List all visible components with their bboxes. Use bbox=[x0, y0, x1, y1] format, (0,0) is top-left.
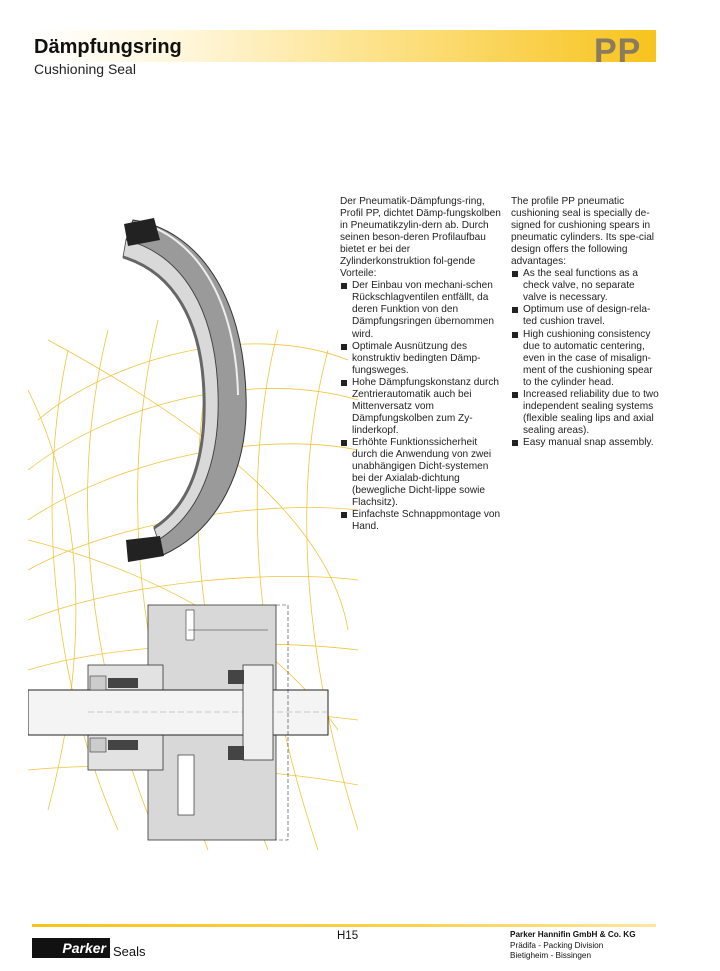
list-item: Increased reliability due to two independent sealing systems (flexible sealing lips and axial sealing areas). bbox=[511, 389, 661, 437]
company-location: Bietigheim - Bissingen bbox=[510, 951, 592, 960]
page-number: H15 bbox=[337, 930, 359, 942]
list-item: Optimum use of design-rela-ted cushion travel. bbox=[511, 304, 661, 328]
footer-rule bbox=[32, 924, 656, 927]
english-intro: The profile PP pneumatic cushioning seal is specially de-signed for cushioning spears in pneumatic cylinders. Its spe-cial design offers the following advantages: bbox=[511, 196, 655, 268]
list-item: Hohe Dämpfungskonstanz durch Zentrierautomatik auch bei Mittenversatz vom Dämpfungskolben zum Zy-linderkopf. bbox=[340, 377, 502, 437]
company-info bbox=[510, 930, 636, 962]
logo-subtitle: Seals bbox=[113, 944, 146, 959]
list-item: Der Einbau von mechani-schen Rückschlagventilen entfällt, da deren Funktion von den Dämpfungsringen übernommen wird. bbox=[340, 280, 502, 340]
profile-code: PP bbox=[594, 32, 642, 70]
list-item: High cushioning consistency due to automatic centering, even in the case of misalign-ment of the cushioning spear to the cylinder head. bbox=[511, 329, 661, 389]
seal-ring bbox=[123, 218, 246, 562]
german-advantages-list bbox=[340, 280, 502, 533]
parker-logo: Parker bbox=[32, 938, 110, 958]
list-item: As the seal functions as a check valve, no separate valve is necessary. bbox=[511, 268, 661, 304]
page-title: Dämpfungsring bbox=[34, 36, 182, 58]
company-division: Prädifa - Packing Division bbox=[510, 940, 604, 950]
german-intro: Der Pneumatik-Dämpfungs-ring, Profil PP, dichtet Dämp-fungskolben in Pneumatikzylin-dern ab. Durch seinen beson-deren Profilaufbau bietet er bei der Zylinderkonstruktion fol-gende Vorteile: bbox=[340, 196, 501, 280]
english-advantages-list bbox=[511, 268, 661, 449]
list-item: Optimale Ausnützung des konstruktiv bedingten Dämp-fungsweges. bbox=[340, 341, 502, 377]
german-text-column bbox=[340, 196, 502, 533]
seal-illustration bbox=[28, 210, 358, 850]
company-name: Parker Hannifin GmbH & Co. KG bbox=[510, 930, 636, 939]
english-text-column bbox=[511, 196, 661, 449]
page-subtitle: Cushioning Seal bbox=[34, 61, 136, 77]
list-item: Erhöhte Funktionssicherheit durch die Anwendung von zwei unabhängigen Dicht-systemen bei der Axialab-dichtung (bewegliche Dicht-lippe sowie Flachsitz). bbox=[340, 437, 502, 509]
list-item: Easy manual snap assembly. bbox=[511, 437, 661, 449]
cylinder-cross-section bbox=[28, 605, 328, 840]
list-item: Einfachste Schnappmontage von Hand. bbox=[340, 509, 502, 533]
